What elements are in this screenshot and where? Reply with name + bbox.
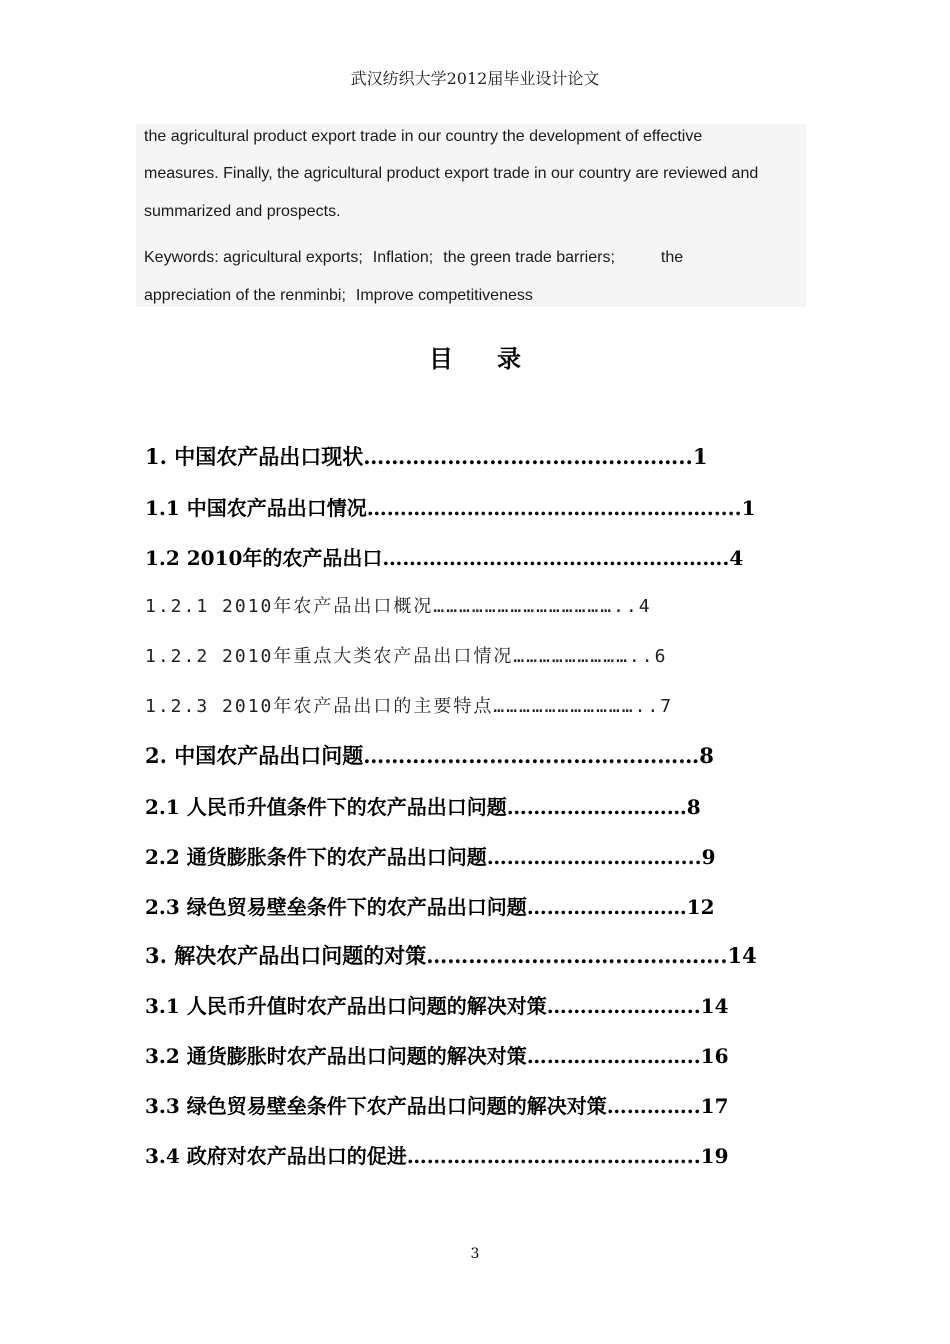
toc-entry[interactable]: 1.2.1 2010年农产品出口概况……………………………………..4 bbox=[145, 596, 652, 617]
abstract-line: summarized and prospects. bbox=[144, 203, 341, 220]
toc-entry[interactable]: 3.1 人民币升值时农产品出口问题的解决对策…………………..14 bbox=[145, 994, 729, 1018]
toc-title: 目录 bbox=[429, 344, 565, 373]
keywords-line bbox=[144, 249, 683, 267]
keywords-label: Keywords: agricultural exports; bbox=[144, 249, 363, 266]
abstract-line: measures. Finally, the agricultural product export trade in our country are reviewed and bbox=[144, 165, 759, 182]
toc-entry[interactable]: 1.1 中国农产品出口情况…………………………………………….....1 bbox=[145, 496, 756, 520]
toc-entry[interactable]: 2.2 通货膨胀条件下的农产品出口问题……………………….....9 bbox=[145, 845, 716, 869]
page-number: 3 bbox=[470, 1246, 480, 1262]
abstract-line: the agricultural product export trade in our country the development of effective bbox=[144, 128, 703, 145]
keyword: appreciation of the renminbi; bbox=[144, 287, 346, 304]
toc-entry[interactable]: 3.3 绿色贸易壁垒条件下农产品出口问题的解决对策…………..17 bbox=[145, 1094, 729, 1118]
toc-entry[interactable]: 1.2 2010年的农产品出口…………………………………………….4 bbox=[145, 546, 744, 570]
keyword: the green trade barriers; bbox=[443, 249, 615, 266]
toc-entry[interactable]: 3.2 通货膨胀时农产品出口问题的解决对策……………………..16 bbox=[145, 1044, 729, 1068]
page-header: 武汉纺织大学2012届毕业设计论文 bbox=[350, 69, 600, 88]
toc-entry[interactable]: 2.3 绿色贸易壁垒条件下的农产品出口问题……………………12 bbox=[145, 895, 715, 919]
keyword: Improve competitiveness bbox=[355, 287, 533, 304]
toc-entry[interactable]: 1.2.3 2010年农产品出口的主要特点……………………………..7 bbox=[145, 696, 674, 717]
toc-entry[interactable]: 2. 中国农产品出口问题…………………………………………8 bbox=[145, 743, 714, 768]
keyword: the bbox=[660, 249, 684, 266]
keywords-line bbox=[144, 287, 533, 305]
toc-entry[interactable]: 3. 解决农产品出口问题的对策…………………………………….14 bbox=[145, 943, 757, 968]
toc-entry[interactable]: 1. 中国农产品出口现状………………………………………..1 bbox=[145, 444, 708, 469]
toc-entry[interactable]: 3.4 政府对农产品出口的促进……………………………………..19 bbox=[145, 1144, 729, 1168]
keyword: Inflation; bbox=[372, 249, 434, 266]
toc-entry[interactable]: 1.2.2 2010年重点大类农产品出口情况………………………..6 bbox=[145, 646, 668, 667]
toc-entry[interactable]: 2.1 人民币升值条件下的农产品出口问题………………………8 bbox=[145, 795, 701, 819]
